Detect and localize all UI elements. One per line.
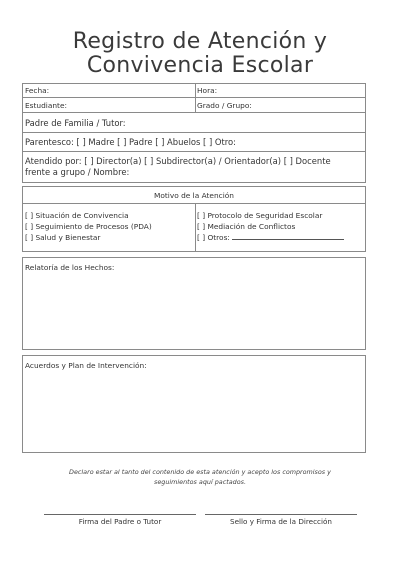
relatoria-section[interactable] (22, 257, 366, 350)
page-title (0, 30, 400, 78)
motivo-section (22, 186, 366, 252)
firma-direccion-label: Sello y Firma de la Dirección (230, 517, 332, 526)
hora-field[interactable]: Hora: (197, 86, 218, 95)
estudiante-field[interactable]: Estudiante: (25, 101, 67, 110)
declaracion-text (40, 467, 360, 487)
option-mediacion-conflictos[interactable]: [ ] Mediación de Conflictos (197, 222, 296, 231)
option-otros[interactable] (197, 232, 344, 243)
option-otros-label: [ ] Otros: (197, 233, 230, 242)
acuerdos-label: Acuerdos y Plan de Intervención: (25, 361, 147, 370)
info-form (22, 83, 366, 183)
declaracion-line-2: seguimientos aquí pactados. (154, 478, 246, 486)
option-salud-bienestar[interactable]: [ ] Salud y Bienestar (25, 233, 101, 242)
atendido-line-2: frente a grupo / Nombre: (25, 167, 130, 177)
atendido-line-1: Atendido por: [ ] Director(a) [ ] Subdirector(a) / Orientador(a) [ ] Docente (25, 156, 331, 166)
option-situacion-convivencia[interactable]: [ ] Situación de Convivencia (25, 211, 129, 220)
motivo-right-options (195, 208, 346, 245)
otros-blank-line[interactable] (232, 233, 344, 240)
option-protocolo-seguridad[interactable]: [ ] Protocolo de Seguridad Escolar (197, 211, 323, 220)
acuerdos-section[interactable] (22, 355, 366, 453)
option-seguimiento-procesos[interactable]: [ ] Seguimiento de Procesos (PDA) (25, 222, 152, 231)
fecha-field[interactable]: Fecha: (25, 86, 50, 95)
parentesco-field[interactable]: Parentesco: [ ] Madre [ ] Padre [ ] Abuelos [ ] Otro: (25, 137, 236, 147)
title-line-1: Registro de Atención y (72, 29, 328, 54)
title-line-2: Convivencia Escolar (86, 53, 314, 78)
atendido-por-field[interactable] (23, 154, 365, 180)
firma-direccion-line[interactable] (205, 514, 357, 515)
relatoria-label: Relatoría de los Hechos: (25, 263, 115, 272)
padre-tutor-field[interactable]: Padre de Familia / Tutor: (25, 118, 126, 128)
firma-padre-label: Firma del Padre o Tutor (78, 517, 162, 526)
motivo-left-options (23, 208, 154, 245)
grado-grupo-field[interactable]: Grado / Grupo: (197, 101, 252, 110)
firma-padre-line[interactable] (44, 514, 196, 515)
declaracion-line-1: Declaro estar al tanto del contenido de esta atención y acepto los compromisos y (69, 468, 331, 476)
motivo-header: Motivo de la Atención (154, 191, 234, 200)
